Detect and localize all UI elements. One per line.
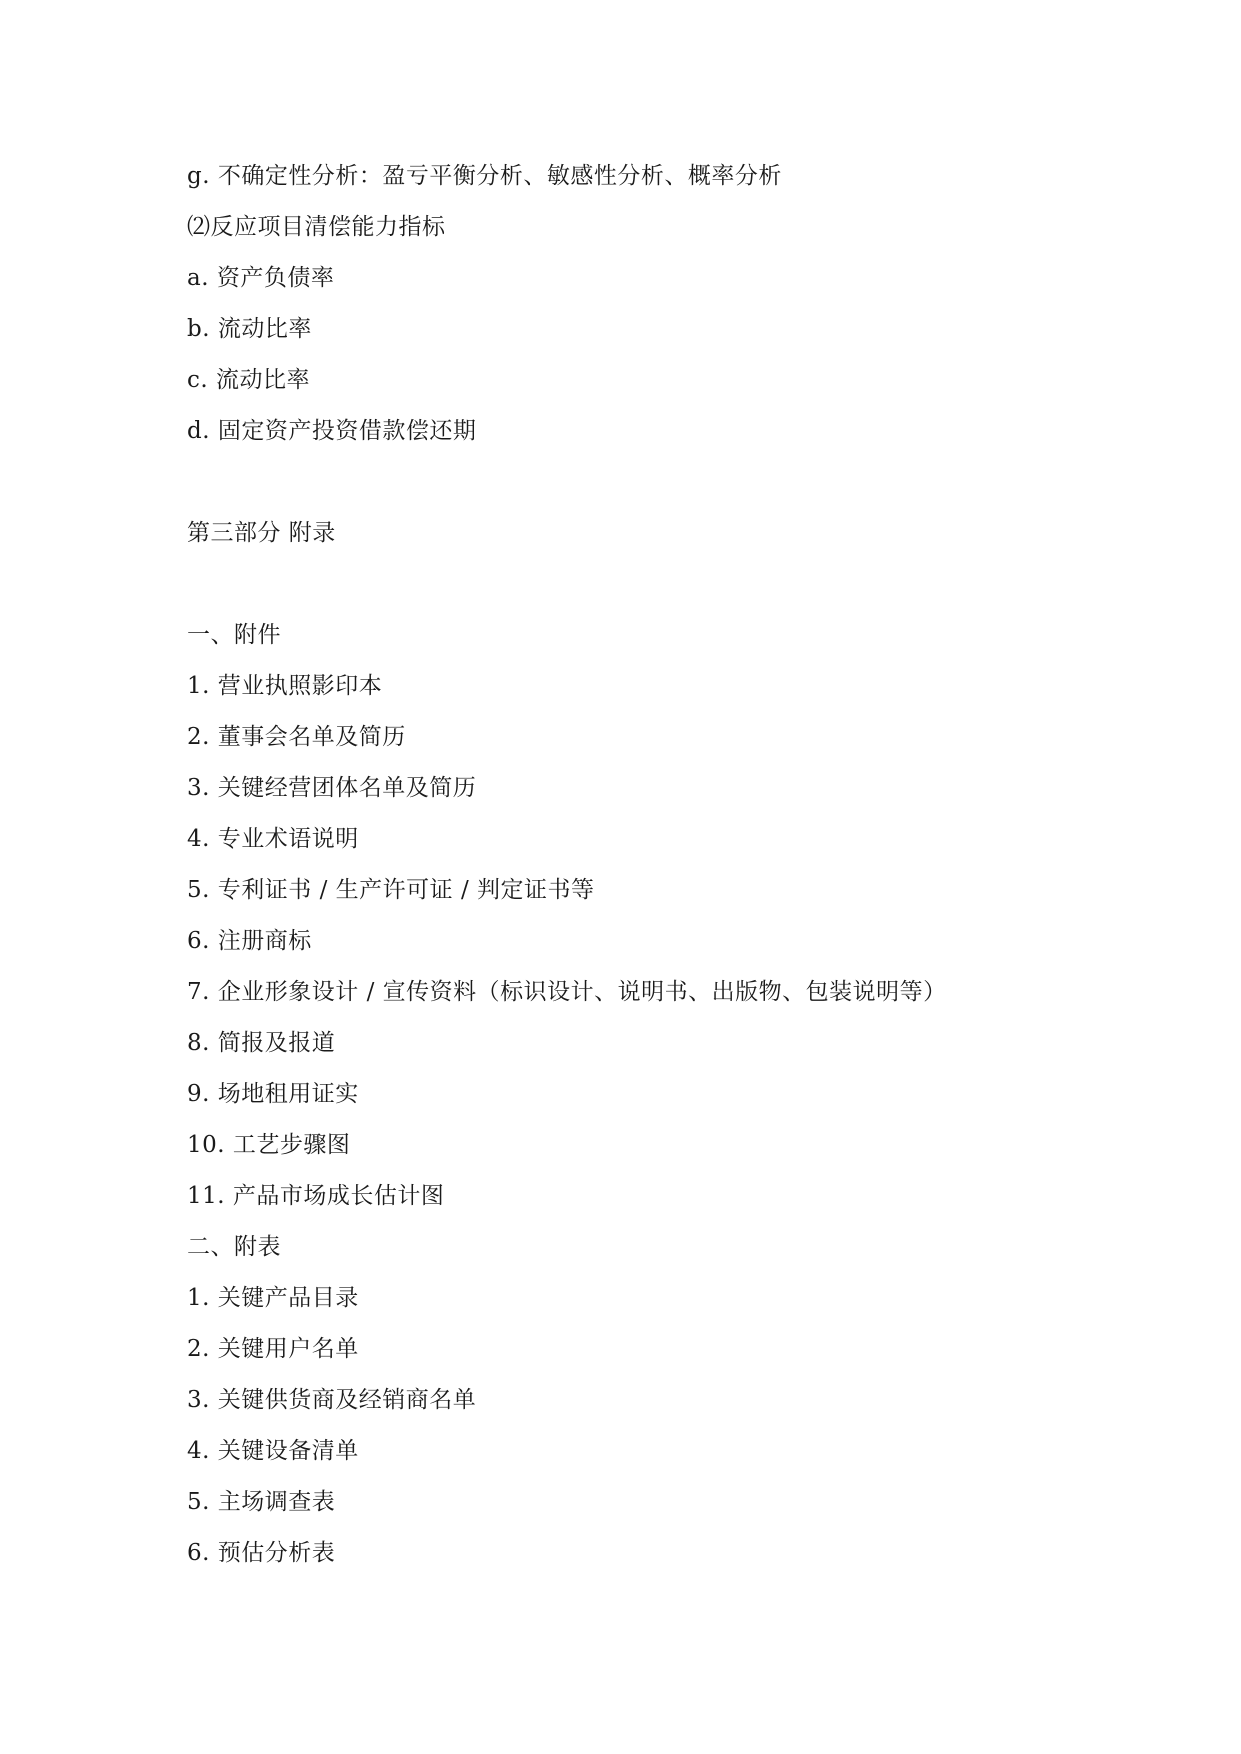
list-item: 2. 董事会名单及简历: [187, 724, 406, 750]
analysis-item-g: g. 不确定性分析：盈亏平衡分析、敏感性分析、概率分析: [187, 163, 782, 189]
part-heading-appendix: 第三部分 附录: [187, 520, 336, 546]
list-item: 1. 关键产品目录: [187, 1285, 359, 1311]
list-item: 11. 产品市场成长估计图: [187, 1183, 445, 1209]
list-item: 9. 场地租用证实: [187, 1081, 359, 1107]
list-item: a. 资产负债率: [187, 265, 335, 291]
list-item: 6. 预估分析表: [187, 1540, 336, 1566]
list-item: c. 流动比率: [187, 367, 311, 393]
list-item: 5. 专利证书 / 生产许可证 / 判定证书等: [187, 877, 595, 903]
section-heading-attachments: 一、附件: [187, 622, 281, 648]
list-item: 7. 企业形象设计 / 宣传资料（标识设计、说明书、出版物、包装说明等）: [187, 979, 947, 1005]
list-item: 10. 工艺步骤图: [187, 1132, 351, 1158]
list-item: 3. 关键经营团体名单及简历: [187, 775, 477, 801]
list-item: 6. 注册商标: [187, 928, 312, 954]
list-item: 2. 关键用户名单: [187, 1336, 359, 1362]
list-item: 8. 简报及报道: [187, 1030, 336, 1056]
list-item: 4. 专业术语说明: [187, 826, 359, 852]
list-item: 1. 营业执照影印本: [187, 673, 383, 699]
list-item: 3. 关键供货商及经销商名单: [187, 1387, 477, 1413]
list-item: b. 流动比率: [187, 316, 312, 342]
subsection-heading-solvency: ⑵反应项目清偿能力指标: [187, 214, 446, 240]
list-item: 5. 主场调查表: [187, 1489, 336, 1515]
section-heading-tables: 二、附表: [187, 1234, 281, 1260]
list-item: d. 固定资产投资借款偿还期: [187, 418, 477, 444]
list-item: 4. 关键设备清单: [187, 1438, 359, 1464]
